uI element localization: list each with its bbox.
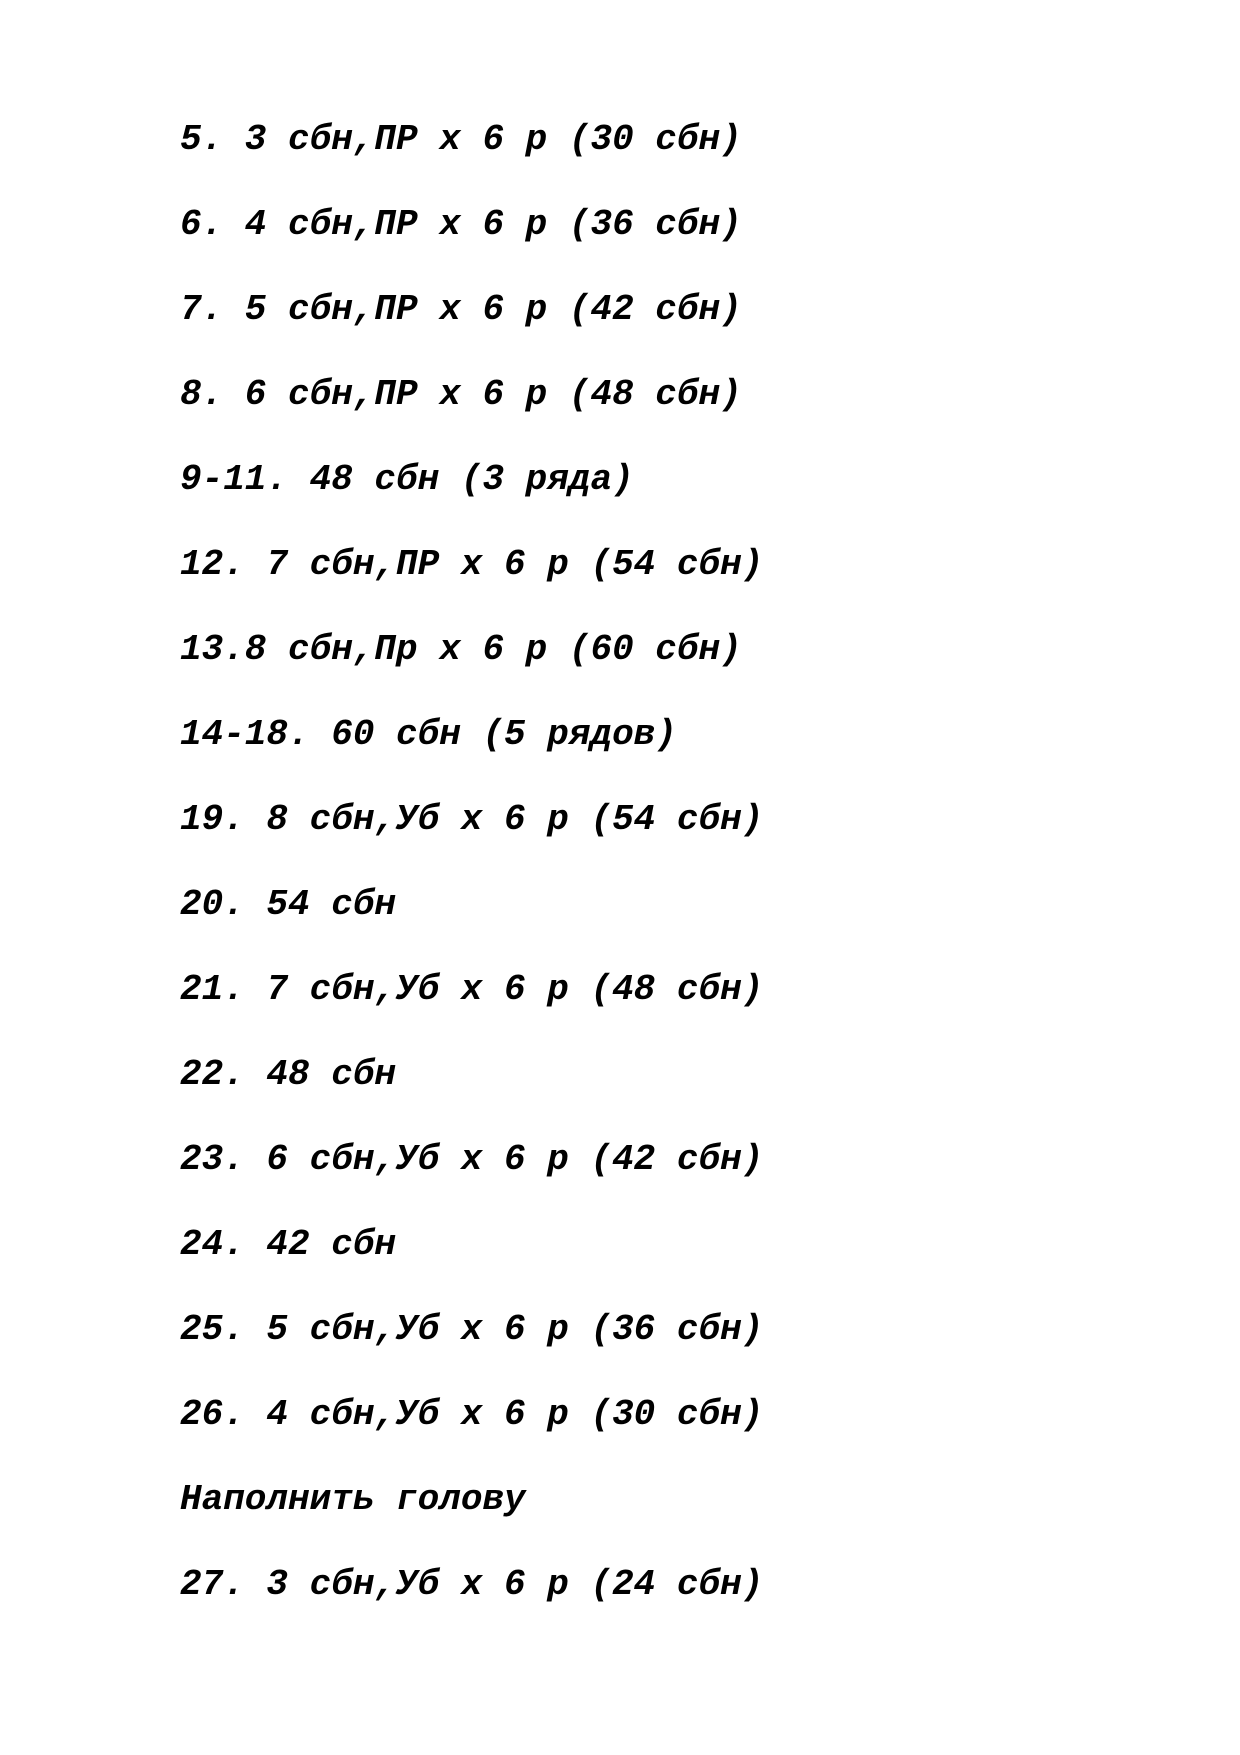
row-instruction: 25. 5 сбн,Уб х 6 р (36 сбн) bbox=[180, 1309, 764, 1350]
row-instruction: 6. 4 сбн,ПР х 6 р (36 сбн) bbox=[180, 204, 742, 245]
stuffing-note: Наполнить голову bbox=[180, 1479, 526, 1520]
row-instruction: 7. 5 сбн,ПР х 6 р (42 сбн) bbox=[180, 289, 742, 330]
row-instruction: 20. 54 сбн bbox=[180, 884, 397, 925]
row-instruction: 13.8 сбн,Пр х 6 р (60 сбн) bbox=[180, 629, 742, 670]
row-instruction: 24. 42 сбн bbox=[180, 1224, 397, 1265]
row-instruction: 12. 7 сбн,ПР х 6 р (54 сбн) bbox=[180, 544, 764, 585]
row-instruction: 27. 3 сбн,Уб х 6 р (24 сбн) bbox=[180, 1564, 764, 1605]
row-instruction: 26. 4 сбн,Уб х 6 р (30 сбн) bbox=[180, 1394, 764, 1435]
row-instruction: 21. 7 сбн,Уб х 6 р (48 сбн) bbox=[180, 969, 764, 1010]
pattern-instructions bbox=[180, 105, 763, 1635]
row-instruction: 23. 6 сбн,Уб х 6 р (42 сбн) bbox=[180, 1139, 764, 1180]
row-instruction: 8. 6 сбн,ПР х 6 р (48 сбн) bbox=[180, 374, 742, 415]
row-instruction: 9-11. 48 сбн (3 ряда) bbox=[180, 459, 634, 500]
row-instruction: 19. 8 сбн,Уб х 6 р (54 сбн) bbox=[180, 799, 764, 840]
row-instruction: 14-18. 60 сбн (5 рядов) bbox=[180, 714, 677, 755]
row-instruction: 5. 3 сбн,ПР х 6 р (30 сбн) bbox=[180, 119, 742, 160]
row-instruction: 22. 48 сбн bbox=[180, 1054, 397, 1095]
